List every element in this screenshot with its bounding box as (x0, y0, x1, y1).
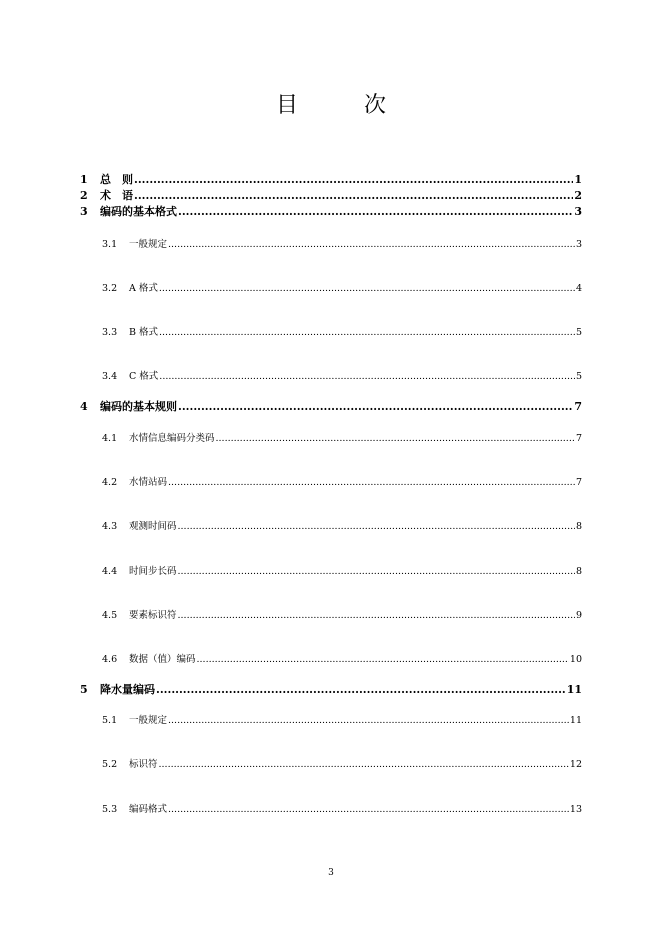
toc-leader-dots (159, 283, 575, 294)
toc-entry-label: 总 则 (100, 173, 133, 186)
toc-entry-page: 7 (575, 433, 582, 444)
toc-leader-dots (159, 327, 575, 338)
toc-entry-page: 13 (569, 804, 582, 815)
toc-entry-number: 4.4 (102, 566, 118, 577)
toc-entry[interactable] (102, 712, 582, 726)
toc-entry-label: A 格式 (129, 283, 158, 294)
toc-entry-label: 编码格式 (129, 804, 168, 815)
toc-leader-dots (134, 189, 573, 202)
toc-entry-number: 4.3 (102, 521, 118, 532)
toc-entry-label: 标识符 (129, 759, 158, 770)
toc-leader-dots (178, 521, 575, 532)
toc-entry-page: 7 (574, 400, 582, 413)
toc-entry[interactable] (102, 236, 582, 250)
toc-entry-label: 时间步长码 (129, 566, 177, 577)
toc-entry-label: C 格式 (129, 371, 159, 382)
toc-entry-label: 术 语 (100, 189, 133, 202)
toc-entry-number: 3.3 (102, 327, 118, 338)
toc-leader-dots (178, 205, 573, 218)
toc-leader-dots (168, 477, 575, 488)
toc-entry-page: 11 (566, 683, 582, 696)
toc-entry-page: 11 (569, 715, 582, 726)
toc-entry-number: 4.1 (102, 433, 118, 444)
page-number: 3 (328, 868, 334, 878)
toc-leader-dots (216, 433, 575, 444)
toc-leader-dots (178, 566, 575, 577)
toc-entry[interactable] (102, 756, 582, 770)
toc-leader-dots (134, 173, 573, 186)
toc-entry-number: 3 (80, 205, 88, 218)
toc-entry-number: 2 (80, 189, 88, 202)
toc-entry-label: 水情站码 (129, 477, 168, 488)
toc-entry-number: 5 (80, 683, 88, 696)
toc-entry-page: 4 (575, 283, 582, 294)
toc-entry-number: 5.1 (102, 715, 118, 726)
toc-leader-dots (168, 715, 569, 726)
toc-entry[interactable] (102, 563, 582, 577)
toc-entry-page: 2 (574, 189, 582, 202)
toc-entry-label: 水情信息编码分类码 (129, 433, 215, 444)
toc-entry[interactable] (80, 398, 582, 414)
toc-entry-page: 9 (575, 610, 582, 621)
toc-entry[interactable] (80, 681, 582, 697)
toc-entry-label: 一般规定 (129, 715, 168, 726)
toc-leader-dots (168, 239, 575, 250)
toc-entry-label: 编码的基本规则 (100, 400, 177, 413)
toc-entry[interactable] (102, 518, 582, 532)
toc-entry-number: 4.2 (102, 477, 118, 488)
toc-entry-page: 3 (574, 205, 582, 218)
toc-entry-label: 观测时间码 (129, 521, 177, 532)
toc-entry-page: 12 (569, 759, 582, 770)
toc-entry-number: 4.6 (102, 654, 118, 665)
toc-entry-label: 编码的基本格式 (100, 205, 177, 218)
toc-leader-dots (156, 683, 566, 696)
toc-entry-label: 要素标识符 (129, 610, 177, 621)
toc-entry[interactable] (102, 801, 582, 815)
toc-entry-number: 3.4 (102, 371, 118, 382)
toc-entry[interactable] (80, 187, 582, 203)
toc-entry-label: 一般规定 (129, 239, 168, 250)
toc-entry-number: 4.5 (102, 610, 118, 621)
toc-entry-page: 10 (569, 654, 582, 665)
toc-entry-page: 7 (575, 477, 582, 488)
toc-entry[interactable] (102, 651, 582, 665)
toc-leader-dots (159, 759, 569, 770)
toc-entry-label: 降水量编码 (100, 683, 155, 696)
toc-entry[interactable] (80, 171, 582, 187)
toc-entry-page: 5 (575, 371, 582, 382)
toc-entry[interactable] (102, 280, 582, 294)
toc-entry[interactable] (102, 430, 582, 444)
toc-leader-dots (178, 400, 573, 413)
toc-entry-label: 数据（值）编码 (129, 654, 196, 665)
toc-leader-dots (197, 654, 569, 665)
toc-entry-label: B 格式 (129, 327, 159, 338)
toc-entry-page: 1 (574, 173, 582, 186)
toc-entry-number: 3.1 (102, 239, 118, 250)
toc-entry-number: 1 (80, 173, 88, 186)
toc-entry[interactable] (102, 368, 582, 382)
toc-entry-page: 5 (575, 327, 582, 338)
toc-entry[interactable] (102, 324, 582, 338)
toc-entry[interactable] (80, 203, 582, 219)
toc-leader-dots (168, 804, 569, 815)
toc-entry-page: 8 (575, 566, 582, 577)
toc-leader-dots (159, 371, 575, 382)
toc-entry-number: 5.3 (102, 804, 118, 815)
toc-entry-number: 3.2 (102, 283, 118, 294)
toc-leader-dots (178, 610, 575, 621)
toc-entry-number: 4 (80, 400, 88, 413)
toc-entry-number: 5.2 (102, 759, 118, 770)
page-title: 目 次 (275, 93, 408, 118)
toc-entry-page: 8 (575, 521, 582, 532)
toc-entry-page: 3 (575, 239, 582, 250)
toc-entry[interactable] (102, 607, 582, 621)
toc-entry[interactable] (102, 474, 582, 488)
